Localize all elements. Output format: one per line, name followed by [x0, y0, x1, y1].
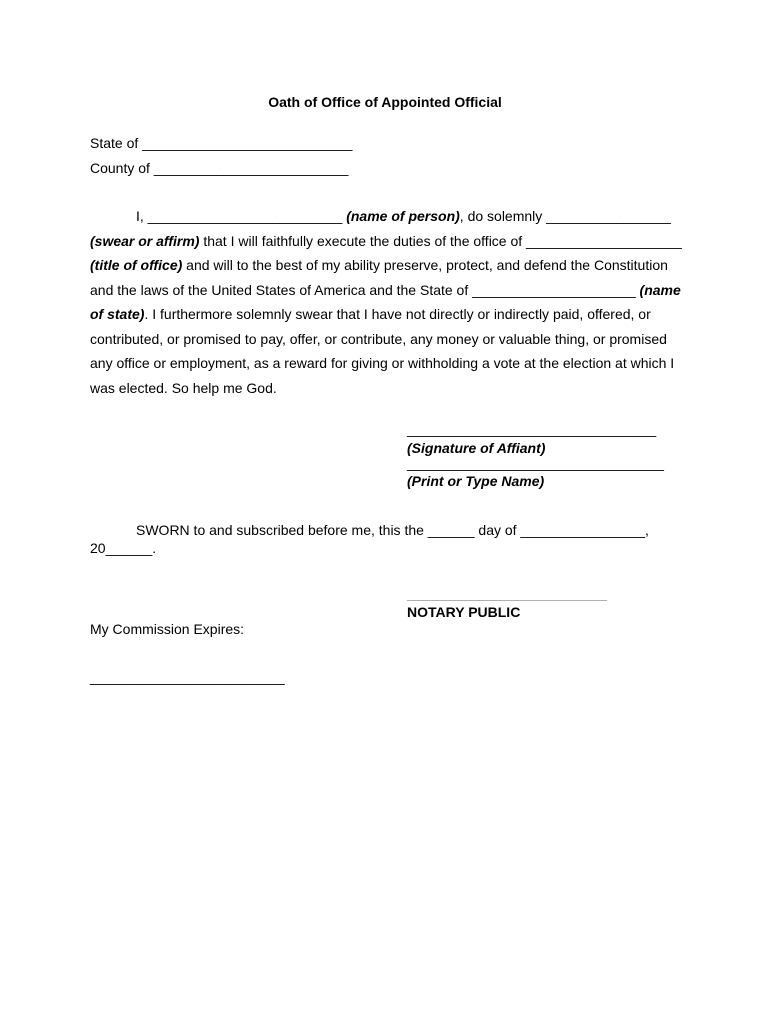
oath-paragraph	[90, 204, 682, 400]
notary-public-label: NOTARY PUBLIC	[407, 604, 521, 620]
oath-text: , do solemnly ________________	[459, 208, 671, 224]
oath-row-3	[90, 253, 682, 278]
state-line: State of ___________________________	[90, 135, 353, 151]
name-of-person-label: (name of person)	[346, 208, 460, 224]
oath-row-4	[90, 278, 682, 303]
oath-text: and the laws of the United States of America and the State of _____________________	[90, 281, 640, 298]
print-name-label: (Print or Type Name)	[407, 473, 545, 489]
oath-row-1	[90, 204, 682, 229]
commission-expires-label: My Commission Expires:	[90, 621, 245, 637]
sworn-statement: SWORN to and subscribed before me, this the ______ day of ________________,	[136, 522, 649, 538]
oath-row-6: contributed, or promised to pay, offer, or contribute, any money or valuable thing, or promised	[90, 330, 667, 347]
oath-text: and will to the best of my ability preserve, protect, and defend the Constitution	[182, 257, 668, 273]
affiant-signature-line: ________________________________	[407, 421, 657, 437]
oath-text: . I furthermore solemnly swear that I have not directly or indirectly paid, offered, or	[144, 306, 651, 322]
county-line: County of _________________________	[90, 160, 349, 176]
affiant-signature-label: (Signature of Affiant)	[407, 440, 546, 456]
name-of-state-label-cont: of state)	[90, 306, 145, 322]
oath-row-7: any office or employment, as a reward for giving or withholding a vote at the election at which I	[90, 355, 675, 371]
oath-row-2	[90, 229, 682, 254]
commission-expires-line: _________________________	[90, 669, 285, 685]
oath-text: I, _________________________	[136, 208, 347, 224]
oath-text: that I will faithfully execute the duties of the office of ____________________	[199, 232, 682, 249]
title-of-office-label: (title of office)	[90, 257, 183, 273]
document-title: Oath of Office of Appointed Official	[268, 94, 502, 110]
oath-row-5	[90, 302, 682, 327]
print-name-line: _________________________________	[407, 455, 664, 471]
notary-signature-rule	[407, 600, 607, 601]
sworn-year: 20______.	[90, 540, 157, 556]
swear-or-affirm-label: (swear or affirm)	[90, 232, 200, 249]
name-of-state-label: (name	[639, 281, 681, 298]
oath-row-8: was elected. So help me God.	[90, 379, 277, 396]
